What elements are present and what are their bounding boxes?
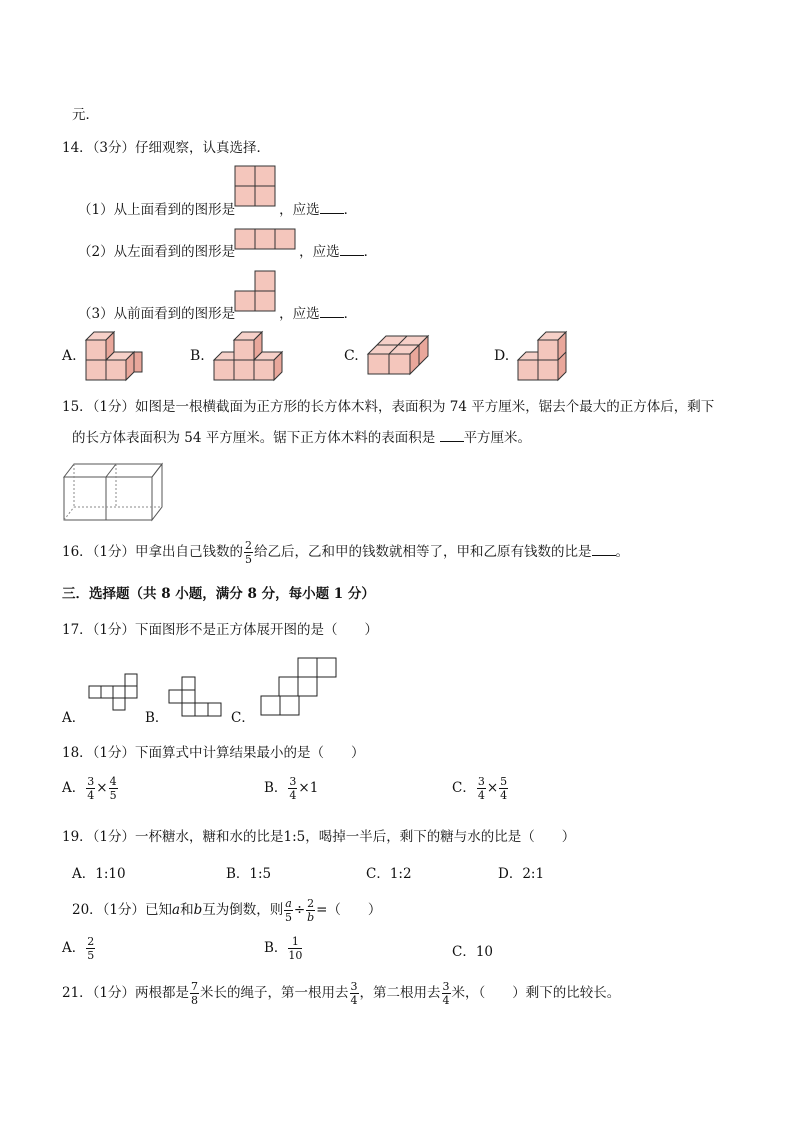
q14-sub1-end: ． (343, 202, 358, 218)
answer-blank[interactable] (340, 254, 364, 256)
answer-blank[interactable] (592, 554, 616, 556)
q14-sub2-prefix: （2）从左面看到的图形是 (78, 244, 236, 260)
denominator: 5 (87, 949, 95, 962)
denominator: 4 (477, 789, 485, 802)
q14-stem: 14．（3分）仔细观察，认真选择． (62, 140, 271, 156)
option-label: B． (264, 780, 288, 796)
q19-option-b[interactable]: B．1:5 (226, 866, 272, 882)
q17-option-c-label: C． (231, 710, 255, 726)
option-b-label: B. (190, 348, 205, 364)
q14-sub1-prefix: （1）从上面看到的图形是 (78, 202, 236, 218)
q14-sub3-prefix: （3）从前面看到的图形是 (78, 306, 236, 322)
q18-stem: 18．（1分）下面算式中计算结果最小的是（ ） (62, 745, 365, 761)
fraction (190, 981, 199, 1006)
denominator: 4 (442, 994, 450, 1007)
q14-sub1 (78, 198, 357, 218)
q20-option-b[interactable] (264, 936, 303, 961)
fraction (284, 898, 293, 923)
q20-option-c[interactable]: C．10 (452, 944, 494, 960)
q18-option-a[interactable] (62, 776, 119, 801)
q16-suffix: 给乙后，乙和甲的钱数就相等了，甲和乙原有钱数的比是 (254, 544, 592, 560)
q21-mid2: ，第二根用去 (359, 985, 441, 1001)
numerator: 3 (289, 775, 297, 788)
denominator: 5 (245, 553, 253, 566)
fraction (477, 776, 486, 801)
q17-option-a-net[interactable] (88, 673, 140, 717)
denominator: 5 (109, 789, 117, 802)
numerator: 4 (109, 775, 117, 788)
fraction (86, 776, 95, 801)
option-label: B． (264, 940, 288, 956)
operator: × (486, 780, 499, 796)
fraction (306, 898, 315, 923)
q17-option-a-label: A． (62, 710, 86, 726)
option-a-label: A. (62, 348, 77, 364)
denominator: b (307, 911, 315, 924)
numerator: 7 (191, 980, 199, 993)
q16-end: 。 (615, 544, 630, 560)
operator: ×1 (298, 780, 319, 796)
section-heading: 三．选择题（共 8 小题，满分 8 分，每小题 1 分） (62, 586, 375, 602)
numerator: 1 (288, 936, 302, 949)
option-a-cubes[interactable] (84, 330, 144, 382)
denominator: 5 (285, 911, 293, 924)
denominator: 10 (288, 949, 303, 962)
option-b-cubes[interactable] (212, 330, 282, 382)
fraction (244, 540, 253, 565)
q14-sub3-suffix: ，应选 (279, 306, 320, 322)
q17-option-c-net[interactable] (260, 657, 338, 717)
q19-stem: 19．（1分）一杯糖水，糖和水的比是1:5，喝掉一半后，剩下的糖与水的比是（ ） (62, 829, 576, 845)
operator: × (96, 780, 108, 796)
q17-option-b-label: B． (145, 710, 169, 726)
q14-sub2-suffix: ，应选 (299, 244, 340, 260)
numerator: 3 (87, 775, 95, 788)
q19-option-c[interactable]: C．1:2 (366, 866, 412, 882)
q14-sub2-end: ． (363, 244, 378, 260)
fraction (442, 981, 451, 1006)
left-view-figure (234, 228, 296, 250)
cuboid-wood-figure (62, 462, 166, 522)
option-label: C． (452, 780, 476, 796)
q16-prefix: 16．（1分）甲拿出自己钱数的 (62, 544, 244, 560)
q21-stem (62, 981, 620, 1006)
q20-mid: 互为倒数，则 (202, 902, 284, 918)
numerator: 2 (307, 897, 315, 910)
option-d-label: D. (494, 348, 510, 364)
var-b: b (193, 902, 203, 918)
q20-option-a[interactable] (62, 936, 96, 961)
numerator: 3 (477, 775, 485, 788)
denominator: 4 (350, 994, 358, 1007)
q18-option-c[interactable] (452, 776, 509, 801)
fraction (499, 776, 508, 801)
numerator: a (285, 897, 292, 910)
q21-prefix: 21．（1分）两根都是 (62, 985, 190, 1001)
fraction (350, 981, 359, 1006)
q21-mid1: 米长的绳子，第一根用去 (200, 985, 349, 1001)
q15-line1: 15．（1分）如图是一根横截面为正方形的长方体木料，表面积为 74 平方厘米，锯去个最大的正方体后，剩下 (62, 399, 715, 415)
q14-sub2 (78, 240, 377, 260)
numerator: 3 (350, 980, 358, 993)
var-a: a (172, 902, 181, 918)
q14-sub1-suffix: ，应选 (279, 202, 320, 218)
fraction (86, 936, 95, 961)
q15-line2b: 平方厘米。 (463, 430, 532, 446)
option-c-cubes[interactable] (366, 334, 432, 378)
q14-sub3 (78, 302, 357, 322)
denominator: 4 (500, 789, 508, 802)
fraction (109, 776, 118, 801)
numerator: 5 (500, 775, 508, 788)
denominator: 4 (289, 789, 297, 802)
answer-blank[interactable] (320, 316, 344, 318)
q17-stem: 17．（1分）下面图形不是正方体展开图的是（ ） (62, 622, 379, 638)
option-label: A． (62, 780, 86, 796)
q20-and: 和 (180, 902, 194, 918)
top-fragment: 元． (72, 107, 99, 123)
q14-sub3-end: ． (343, 306, 358, 322)
option-d-cubes[interactable] (516, 330, 572, 382)
q16 (62, 540, 629, 565)
denominator: 4 (87, 789, 95, 802)
top-view-figure (234, 165, 276, 207)
front-view-figure (234, 270, 276, 312)
q20-stem (72, 898, 381, 923)
q19-option-d[interactable]: D．2:1 (498, 866, 545, 882)
q19-option-a[interactable]: A．1:10 (72, 866, 126, 882)
answer-blank[interactable] (440, 440, 464, 442)
option-c-label: C. (344, 348, 359, 364)
numerator: 2 (245, 539, 253, 552)
operator: ÷ (293, 902, 306, 918)
q17-option-b-net[interactable] (168, 675, 228, 717)
answer-blank[interactable] (320, 212, 344, 214)
q20-end: =（ ） (316, 902, 382, 918)
numerator: 2 (87, 935, 95, 948)
q15-line2a: 的长方体表面积为 54 平方厘米。锯下正方体木料的表面积是 (72, 430, 440, 446)
q21-end: 米，（ ）剩下的比较长。 (451, 985, 621, 1001)
denominator: 8 (191, 994, 199, 1007)
q18-option-b[interactable] (264, 776, 318, 801)
q15-line2 (72, 426, 531, 446)
q20-prefix: 20．（1分）已知 (72, 902, 173, 918)
fraction (288, 776, 297, 801)
option-label: A． (62, 940, 86, 956)
fraction (288, 936, 302, 961)
numerator: 3 (442, 980, 450, 993)
